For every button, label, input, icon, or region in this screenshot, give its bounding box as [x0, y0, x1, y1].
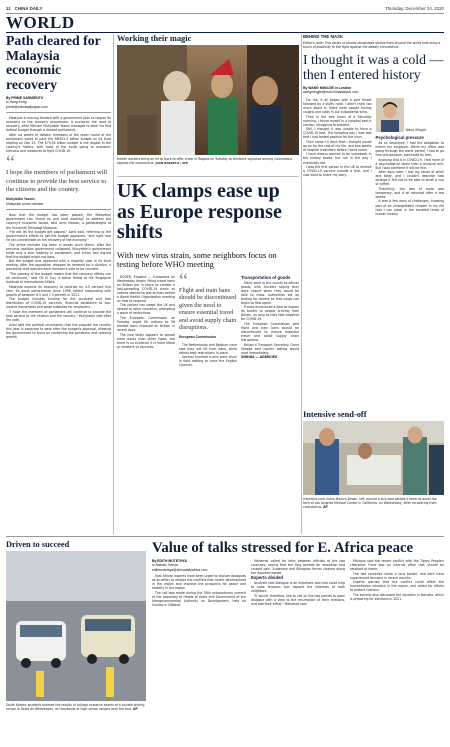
uk-column-2-text: [179, 343, 237, 368]
byline-email[interactable]: edithmutethya@chinadailyafrica.com: [152, 567, 208, 572]
bogota-elf-photo-image: [117, 45, 299, 155]
caption-text: Health workers bring an elf to work to offer cheer in Bogota on Tuesday to reinforce vigilance among Colombians against the coronavirus.: [117, 157, 293, 165]
body-paragraph: Now that the budget has been passed, the Malaysian government can "move on and start working" to address the country's economic issues, said Azmi Hassan, a geostrategist at the Universiti Teknologi Malaysia.: [6, 213, 111, 230]
body-paragraph: I have always wanted to be somebody in the history books, but not in the way I eventually did.: [303, 152, 372, 165]
uk-quote-attribution: European Commission: [179, 335, 216, 340]
body-paragraph: Malaysia is moving forward with a government plan to reopen its economy to the recovery procedures. It anchored the road to recovery, after Minister Muhyiddin Yassin managed to steer his first federal budget through a divided parliament.: [6, 116, 111, 133]
africa-subhead: Experts divided: [251, 575, 283, 581]
working-magic-photo-block: [117, 34, 299, 165]
working-magic-kicker: Working their magic: [117, 34, 192, 43]
author-photo[interactable]: [376, 98, 404, 132]
body-paragraph: Many were in the county to deliver goods, with truckers saying they were unsure when they would be able to cross. Authorities set up testing for drivers so that cargo can begin to flow again.: [241, 280, 299, 305]
body-paragraph: It was a few days of challenges, knowing part of an unforgettable chapter in my life that I can place in the troubled times of human history.: [375, 199, 444, 216]
bogota-elf-photo[interactable]: [117, 45, 299, 155]
body-paragraph: Britain's Transport Secretary Grant Shapps said haulier testing would start immediately.: [241, 342, 299, 355]
behind-column-1: [303, 98, 372, 216]
body-paragraph: Then came 10 days that I thought would go on for the rest of my life, and two weeks of hospital treatment before I went home.: [303, 139, 372, 152]
section-title: WORLD: [6, 13, 75, 32]
behind-mask-article: [303, 34, 444, 216]
body-paragraph: After days later, I lost my sense of smell and taste, and I couldn't describe how strange it felt not to be able to smell a cup of coffee.: [375, 170, 444, 187]
newspaper-logo: CHINA DAILY: [14, 5, 43, 11]
body-paragraph: The two countries share a long border, and both have experienced tensions in recent months.: [350, 571, 444, 580]
behind-mask-label: BEHIND THE MASK: [303, 34, 344, 39]
author-photo-image: [376, 98, 404, 132]
body-paragraph: Experts warned that the conflict could affect the humanitarian situation in the region, and called for efforts to protect civilians.: [350, 580, 444, 593]
body-paragraph: Still, I thought it was unable to have a COVID-19 test. The following day I was told that I had tested positive for the virus.: [303, 127, 372, 140]
body-paragraph: "It would, therefore, like to call on the two parties to open dialogue with a view to the resumption of their relations, and add their effort," Mahamat said.: [251, 593, 345, 606]
pull-quote-attribution: [6, 197, 111, 206]
uk-headline[interactable]: UK clamps ease up as Europe response shifts: [117, 180, 282, 243]
intensive-photo-block: [303, 410, 444, 509]
photo-credit: AP: [132, 707, 138, 711]
uk-article: [117, 181, 299, 368]
body-paragraph: Knowing that it is COVID-19, I felt more of a psychological strain than a physical one. But I was confident it will be fine.: [375, 157, 444, 170]
africa-column-1: [152, 559, 246, 608]
body-paragraph: Ethiopia said the recent conflict with the Tigray People's Liberation Front was an internal affair that should be resolved at home.: [350, 559, 444, 572]
byline-name: By PRIME SARMIENTO: [6, 96, 44, 100]
pull-quote-text: I hope the members of parliament will continue to provide the best service to the citizens and the country.: [6, 169, 108, 193]
body-paragraph: Mahamat called for talks between officials of the two countries, saying that the long periods for resolution had caused pain. Sudanese and Ethiopian forces clashed along the disputed border.: [251, 559, 345, 576]
behind-column-2-text: [376, 141, 445, 216]
driven-kicker: Driven to succeed: [6, 540, 70, 549]
behind-column-2: [376, 98, 445, 216]
driving-school-photo-image: [6, 551, 146, 701]
body-paragraph: Azmi said the political uncertainty that has plagued the country this year is expected to ease after the budget's approval, allowing the government to focus on containing the pandemic and reviving growth.: [6, 322, 111, 339]
body-paragraph: "The passing of the budget means that the recovery efforts can be continued," said Oh Ei Sun, a senior fellow at the Singapore Institute of International Affairs.: [6, 272, 111, 285]
africa-column-3: [350, 559, 444, 608]
driving-school-photo[interactable]: [6, 551, 146, 701]
mid-rule: [117, 176, 299, 177]
column-divider: [301, 34, 302, 534]
uk-credit: XINHUA — AGENCIES: [241, 355, 278, 360]
quote-name: Muhyiddin Yassin,: [6, 197, 36, 202]
uk-quote-text: Flight and train bans should be discontinued given the need to ensure essential travel and avoid supply chain disruptions.: [179, 286, 237, 332]
body-paragraph: The summit also discussed the situation in Somalia, which is preparing for elections in 2021.: [350, 592, 444, 601]
intensive-caption: [303, 497, 444, 509]
body-paragraph: France announced a deal to reopen its border to people arriving from Britain, as long as they test negative for COVID-19.: [241, 305, 299, 322]
body-paragraph: East African experts have been urged to explore dialogues as an effort to resolve the conflicts that hinder development in the region and improve the prospects for peace and stability in the region.: [152, 574, 246, 591]
body-paragraph: After six weeks of debate, members of the lower house of the parliament voted to pass the RM322.5 billion budget on its third reading on Dec 15. The $79.54 billion budget is the largest in the country's history, with most of the funds going to economic stimulus and measures to fight COVID-19.: [6, 132, 111, 154]
behind-subhead: Psychological pressure: [375, 134, 424, 140]
africa-article: [152, 540, 444, 608]
malaysia-body-1: [6, 116, 111, 153]
byline-name: By EDITH MUTETHYA: [152, 559, 187, 563]
body-paragraph: DOVER, England — Europeans on Wednesday began lifting travel bans on Britain put in place to contain a fast-spreading COVID-19 strain as nations started to test arrivals before a World Health Organization meeting on how to respond.: [117, 274, 175, 303]
photo-credit: JUAN BARRETO / AFP: [155, 161, 189, 165]
africa-column-2: [251, 559, 345, 608]
body-paragraph: But the budget was approved with a majority vote in its third reading, after the opposition dropped its demand for a division, a procedure that requires each member's vote to be counted.: [6, 259, 111, 272]
photo-credit: AP: [323, 505, 328, 509]
quote-role: Malaysian prime minister: [6, 201, 44, 206]
body-paragraph: Thankfully, the loss of taste was temporary, and it all returned after a few weeks.: [375, 186, 444, 199]
byline-location: in Hong Kong: [6, 100, 27, 105]
hospital-photo[interactable]: [303, 421, 444, 495]
pull-quote: [6, 152, 111, 206]
body-paragraph: The European Commission said flight and train bans should be discontinued to ensure essential travel and avoid supply chain disruptions.: [241, 322, 299, 343]
body-paragraph: The Netherlands and Belgium have said they will lift their bans, while others kept restrictions in place.: [179, 342, 237, 355]
body-paragraph: Several hundred trucks were stuck in Kent waiting to cross the English Channel.: [179, 355, 237, 368]
lower-rule: [6, 536, 444, 537]
quote-mark-icon: “: [6, 152, 15, 175]
body-paragraph: For me, it all began with a sore throat followed by a stuffy nose. I didn't think too much about it; there were people having coughs and colds in our outpatients wing.: [303, 97, 372, 114]
uk-pull-quote: [179, 269, 237, 340]
africa-column-1-text: [152, 574, 246, 607]
body-paragraph: The variant has swept the UK and spread to other countries, prompting a wave of restrictions.: [117, 303, 175, 316]
body-paragraph: Analysts said dialogue is an important tool that could help to ease tensions and expand the interests of both neighbors.: [251, 581, 345, 594]
quote-divider: [6, 209, 111, 210]
byline-divider: [6, 112, 111, 113]
author-photo-caption: Wang Mingjie: [405, 127, 427, 132]
intensive-kicker: Intensive send-off: [303, 410, 367, 419]
body-paragraph: The new strain appears to spread more easily than other types, but there is no evidence it is more lethal or resistant to vaccines.: [117, 332, 175, 349]
uk-subhead: Transportation of goods: [241, 274, 291, 280]
byline-location: in Nairobi, Kenya: [152, 563, 178, 568]
driven-caption: [6, 703, 146, 711]
quote-mark-icon: “: [179, 269, 188, 292]
malaysia-body-2: [6, 213, 111, 338]
byline-name: By WANG MINGJIE in London: [303, 86, 352, 90]
behind-mask-byline: [303, 86, 444, 95]
author-photo-block: [376, 98, 445, 132]
body-paragraph: As an employee, I had the obligation to inform my employer. While my office was going through the worst period, I had to go into self-isolation, continued by fear.: [375, 140, 444, 157]
column-divider: [113, 34, 114, 534]
body-paragraph: Then in the wee hours of a Saturday morning, I found myself in a hospital bed in London, struggling to breathe.: [303, 114, 372, 127]
uk-column-2: [179, 269, 237, 368]
uk-deck: With new virus strain, some neighbors focus on testing before WHO meeting: [117, 250, 277, 269]
body-paragraph: "I hope the members of parliament will continue to provide the best service to the citizens and the country," Muhyiddin said after the vote.: [6, 309, 111, 323]
body-paragraph: The prime minister has been in power since March, after the previous coalition government collapsed. Muhyiddin's government holds only a slim majority in parliament, and critics had argued that the budget might not pass.: [6, 242, 111, 259]
behind-mask-headline[interactable]: I thought it was a cold — then I entered history: [303, 52, 444, 82]
working-magic-caption: [117, 157, 299, 165]
page-header: [6, 3, 444, 13]
malaysia-byline: [6, 96, 111, 109]
body-paragraph: "He will let the budget get passed," Azmi said, referring to the government's efforts to get the budget approved, "and right now he can concentrate on the recovery of the economy.": [6, 230, 111, 243]
body-paragraph: I was the first person in the UK to receive a COVID-19 vaccine outside a trial, and I now want to share my story.: [303, 165, 372, 178]
uk-body-columns: [117, 269, 299, 368]
byline-email[interactable]: prime@chinadailyapac.com: [6, 104, 48, 109]
body-paragraph: The call was made during the 38th extraordinary summit of the Assembly of Heads of State and Government of the Intergovernmental Authority on Development, held on Sunday in Djibouti.: [152, 590, 246, 608]
africa-body-columns: [152, 559, 444, 608]
byline-email[interactable]: wangmingjie@mail.chinadailyuk.com: [303, 90, 359, 95]
hospital-photo-image: [303, 421, 444, 495]
caption-text: Intensive-care nurse Monica Brown, left, moved a sick-bed patient's room to avoid the tech of Los Angeles Medical Center in California, on Wednesday, after recovering from coronavirus.: [303, 497, 437, 509]
uk-column-3: [241, 275, 299, 368]
uk-column-1: [117, 275, 175, 368]
driven-photo-block: [6, 540, 146, 711]
africa-byline: [152, 559, 246, 572]
body-paragraph: Malaysia expects its economy to contract by 4.5 percent this year, its worst performance since 1998, before rebounding with growth of between 6.5 and 7.5 percent in 2021.: [6, 284, 111, 297]
page-number: 11: [6, 5, 11, 11]
behind-mask-columns: [303, 98, 444, 216]
africa-headline[interactable]: Value of talks stressed for E. Africa peace: [152, 540, 414, 556]
issue-date: Thursday, December 24, 2020: [385, 5, 444, 11]
editor-note: Editor's note: This series of stories showcases stories from around the world that bring a touch of positivity to the fight against the deadly coronavirus.: [303, 41, 441, 49]
caption-text: South Korean students oversee the results of collage entrance exams at a private driving school in Seoul on Wednesday, as thousands of high school seniors took the test.: [6, 703, 145, 711]
malaysia-headline[interactable]: Path cleared for Malaysia economic recovery: [6, 33, 101, 92]
body-paragraph: The budget includes funding for the purchase and free distribution of COVID-19 vaccines, financial assistance to low-income households and wage subsidies for employers.: [6, 297, 111, 310]
body-paragraph: The European Commission on Tuesday urged EU nations to lift blanket bans imposed on Britain in recent days.: [117, 315, 175, 333]
malaysia-article: [6, 34, 111, 339]
